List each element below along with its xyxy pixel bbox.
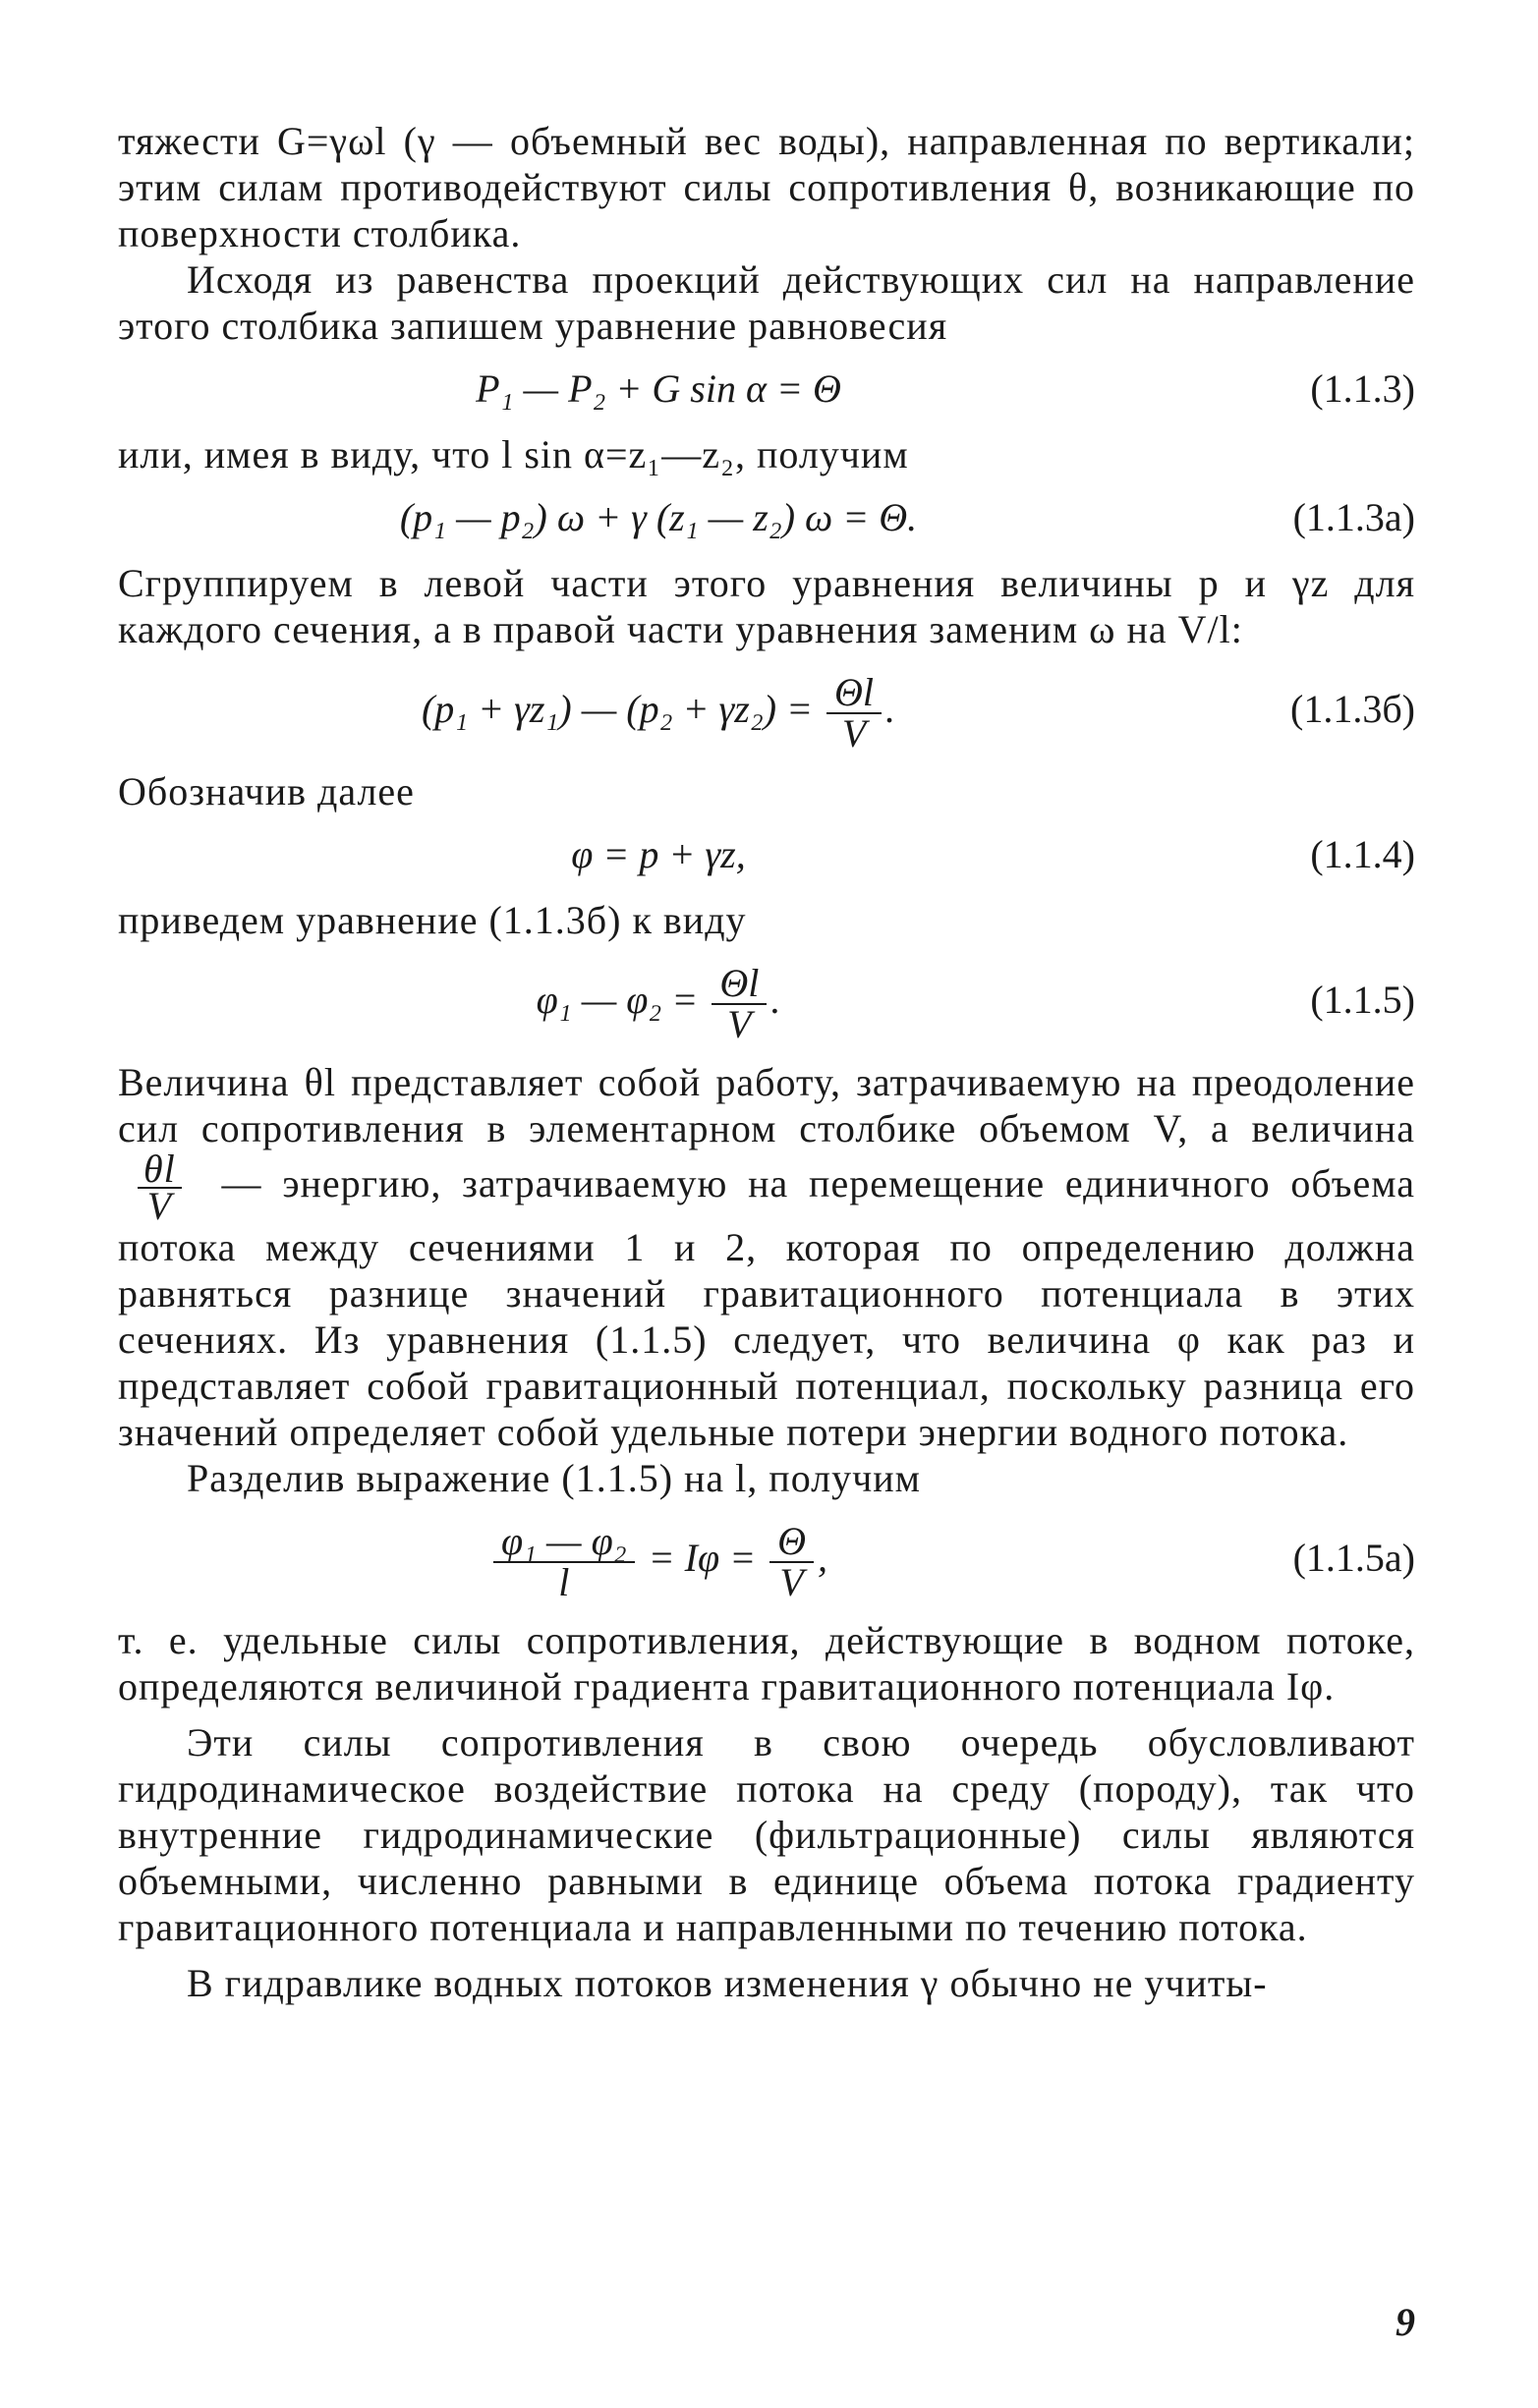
equation-lhs: φ₁ — φ₂ = — [536, 978, 699, 1022]
fraction-numerator: Θl — [712, 964, 767, 1005]
fraction — [712, 960, 767, 1046]
fraction-denominator: V — [779, 1559, 804, 1604]
equation-number: (1.1.5) — [1310, 978, 1415, 1022]
equation-number: (1.1.5а) — [1292, 1536, 1415, 1580]
equation-number: (1.1.3а) — [1292, 495, 1415, 539]
fraction-numerator: φ₁ — φ₂ — [493, 1522, 635, 1563]
paragraph-denoting: Обозначив далее — [118, 769, 415, 813]
paragraph-hydraulics: В гидравлике водных потоков изменения γ обычно не учиты- — [187, 1961, 1268, 2005]
equation-1-1-4 — [118, 824, 1415, 885]
paragraph-equilibrium-intro: Исходя из равенства проекций действующих сил на направление этого столбика запишем уравнение равновесия — [118, 257, 1415, 348]
equation-lhs: (p₁ + γz₁) — (p₂ + γz₂) = — [421, 687, 814, 731]
fraction-numerator: Θ — [769, 1522, 814, 1563]
equation-number: (1.1.4) — [1310, 832, 1415, 876]
paragraph-hydrodynamic: Эти силы сопротивления в свою очередь обусловливают гидродинамическое воздействие потока на среду (породу), так что внутренние гидродинамические (фильтрационные) силы являются объемными, численно равными в единице объема потока градиенту гравитационного потенциала и направленными по течению потока. — [118, 1720, 1415, 1949]
fraction-denominator: V — [841, 710, 867, 756]
fraction — [826, 669, 882, 756]
fraction-denominator: V — [727, 1001, 752, 1046]
equation-expression: (p₁ — p₂) ω + γ (z₁ — z₂) ω = Θ. — [399, 495, 918, 539]
fraction-numerator: θl — [138, 1151, 182, 1189]
equation-1-1-3a — [118, 487, 1415, 548]
equation-middle: = Iφ = — [648, 1536, 757, 1580]
equation-1-1-3b: (p₁ + γz₁) — (p₂ + γz₂) = $\frac{\Theta l}{V}$ . (1.1.3б) — [118, 662, 1415, 756]
equation-1-1-3 — [118, 359, 1415, 420]
equation-number: (1.1.3б) — [1290, 687, 1415, 731]
inline-fraction — [138, 1147, 182, 1228]
fraction — [493, 1518, 635, 1604]
page-number: 9 — [1396, 2300, 1415, 2344]
paragraph-specific-forces: т. е. удельные силы сопротивления, действующие в водном потоке, определяются величиной градиента гравитационного потенциала Iφ. — [118, 1618, 1415, 1708]
paragraph-gravity: тяжести G=γωl (γ — объемный вес воды), направленная по вертикали; этим силам противодействуют силы сопротивления θ, возникающие по поверхности столбика. — [118, 119, 1415, 255]
paragraph-work-energy: Величина θl представляет собой работу, затрачиваемую на преодоление сил сопротивления в элементарном столбике объемом V, а величина $\frac{\theta l}{V}$ — энергию, затрачиваемую на перемещение единичного объема потока между сечениями 1 и 2, которая по определению должна равняться разнице значений гравитационного потенциала в этих сечениях. Из уравнения (1.1.5) следует, что величина φ как раз и представляет собой гравитационный потенциал, поскольку разница его значений определяет собой удельные потери энергии водного потока. — [118, 1060, 1416, 1454]
equation-1-1-5a: $\frac{\text{φ₁ — φ₂}}{l}$ = Iφ = $\frac{\Theta}{V}$ , (1.1.5а) — [118, 1511, 1415, 1605]
paragraph-substitution: или, имея в виду, что l sin α=z₁—z₂, получим — [118, 432, 909, 476]
equation-number: (1.1.3) — [1310, 366, 1415, 411]
fraction — [769, 1518, 814, 1604]
fraction-denominator: V — [146, 1184, 173, 1228]
paragraph-reduce: приведем уравнение (1.1.3б) к виду — [118, 898, 747, 942]
paragraph-grouping: Сгруппируем в левой части этого уравнения величины p и γz для каждого сечения, а в правой части уравнения заменим ω на V/l: — [118, 561, 1415, 651]
fraction-denominator: l — [558, 1559, 570, 1604]
fraction-numerator: Θl — [826, 673, 882, 714]
paragraph-divide: Разделив выражение (1.1.5) на l, получим — [187, 1456, 921, 1500]
equation-expression: P₁ — P₂ + G sin α = Θ — [476, 366, 841, 411]
equation-expression: φ = p + γz, — [571, 832, 746, 876]
book-page — [118, 118, 1415, 2006]
equation-1-1-5: φ₁ — φ₂ = $\frac{\Theta l}{V}$ . (1.1.5) — [118, 953, 1415, 1047]
